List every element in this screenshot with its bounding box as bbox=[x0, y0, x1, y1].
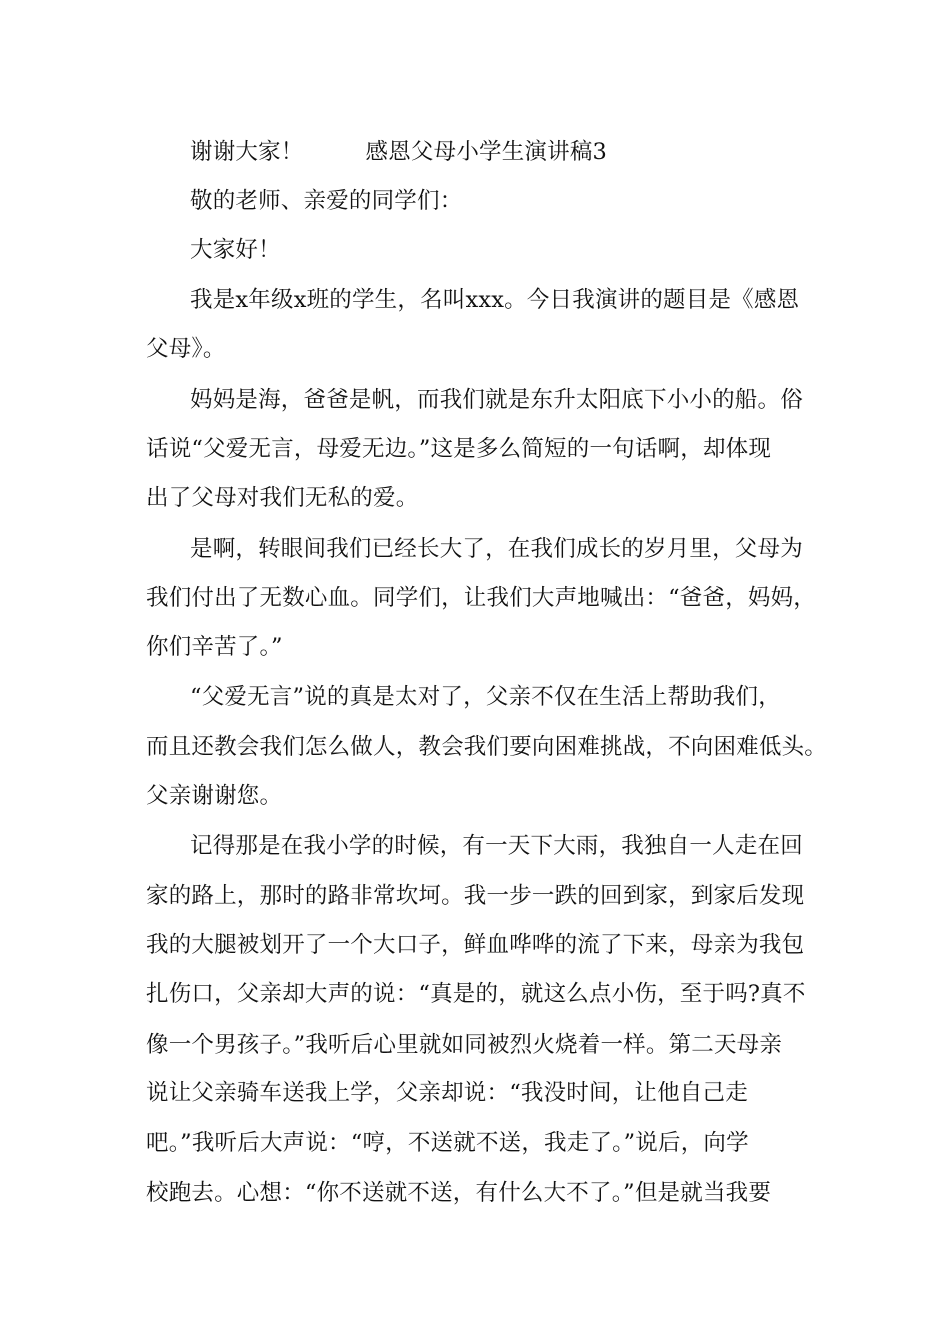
text-line: 吧。”我听后大声说：“哼，不送就不送，我走了。”说后，向学 bbox=[146, 1130, 749, 1156]
text-line: 我的大腿被划开了一个大口子，鲜血哗哗的流了下来，母亲为我包 bbox=[146, 932, 805, 958]
text-line: 你们辛苦了。” bbox=[146, 634, 283, 660]
text-line: 是啊，转眼间我们已经长大了，在我们成长的岁月里，父母为 bbox=[190, 536, 803, 562]
text-line: 父亲谢谢您。 bbox=[146, 783, 283, 809]
text-line-title bbox=[190, 132, 870, 172]
text-line: 家的路上，那时的路非常坎坷。我一步一跌的回到家，到家后发现 bbox=[146, 883, 805, 909]
text-line: 出了父母对我们无私的爱。 bbox=[146, 485, 419, 511]
text-line: 父母》。 bbox=[146, 336, 226, 362]
text-line: 我是x年级x班的学生，名叫xxx。今日我演讲的题目是《感恩 bbox=[190, 287, 800, 313]
text-line: 妈妈是海，爸爸是帆，而我们就是东升太阳底下小小的船。俗 bbox=[190, 387, 803, 413]
closing-thanks: 谢谢大家！ bbox=[190, 139, 304, 165]
text-line: 记得那是在我小学的时候，有一天下大雨，我独自一人走在回 bbox=[190, 833, 803, 859]
text-line: 校跑去。心想：“你不送就不送，有什么大不了。”但是就当我要 bbox=[146, 1180, 772, 1206]
salutation: 敬的老师、亲爱的同学们： bbox=[190, 188, 463, 214]
text-line: 我们付出了无数心血。同学们，让我们大声地喊出：“爸爸，妈妈， bbox=[146, 585, 817, 611]
speech-title: 感恩父母小学生演讲稿3 bbox=[365, 139, 608, 165]
text-line: 说让父亲骑车送我上学，父亲却说：“我没时间，让他自己走 bbox=[146, 1080, 748, 1106]
text-line: “父爱无言”说的真是太对了，父亲不仅在生活上帮助我们， bbox=[190, 684, 781, 710]
text-line: 像一个男孩子。”我听后心里就如同被烈火烧着一样。第二天母亲 bbox=[146, 1032, 783, 1058]
text-line: 而且还教会我们怎么做人，教会我们要向困难挑战，不向困难低头。 bbox=[146, 734, 828, 760]
text-line: 扎伤口，父亲却大声的说：“真是的，就这么点小伤，至于吗?真不 bbox=[146, 981, 806, 1007]
text-line: 话说“父爱无言，母爱无边。”这是多么简短的一句话啊，却体现 bbox=[146, 436, 772, 462]
greeting: 大家好！ bbox=[190, 237, 281, 263]
